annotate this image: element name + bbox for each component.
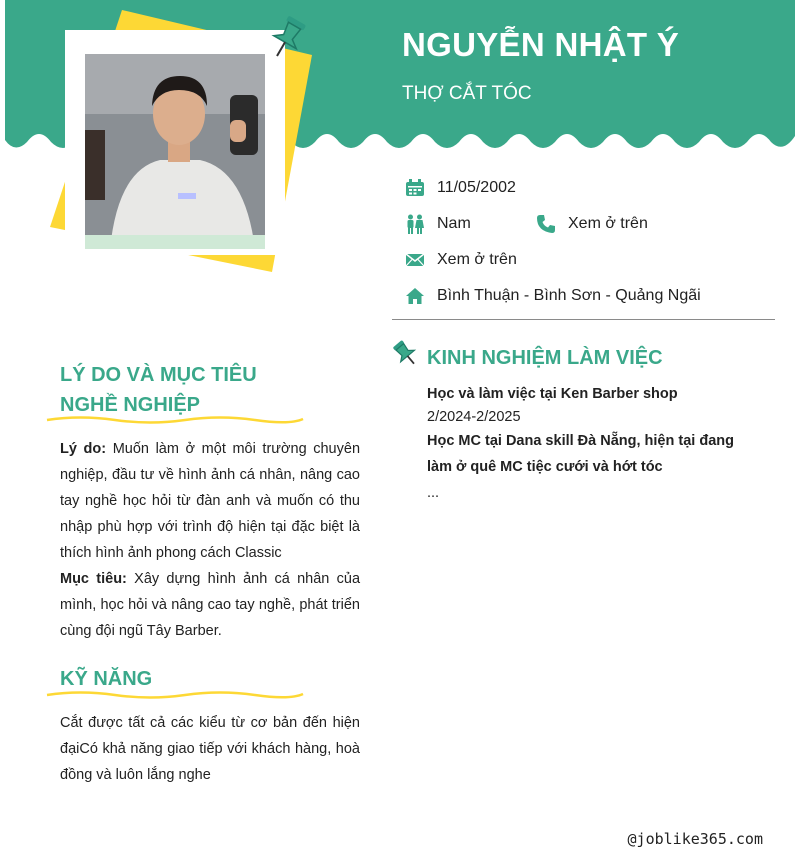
contact-divider [392,319,775,320]
email-icon [405,250,425,270]
experience-title: KINH NGHIỆM LÀM VIỆC [427,347,663,369]
reason-text: Muốn làm ở một môi trường chuyên nghiệp, đầu tư về hình ảnh cá nhân, nâng cao tay nghề học hỏi từ đàn anh và muốn có thu nhập phù hợp với trình độ hiện tại đặc biệt là thích hình ảnh phong cách Classic [60,441,361,561]
birthday-row [405,177,516,199]
experience-company: Học và làm việc tại Ken Barber shop [427,386,678,402]
profile-photo [85,54,265,249]
experience-more: ... [427,485,440,501]
objective-reason [60,436,360,566]
candidate-name: NGUYỄN NHẬT Ý [402,26,680,63]
reason-label: Lý do: [60,441,107,457]
address-row [405,285,701,307]
pushpin-icon [391,339,419,369]
calendar-icon [405,178,425,198]
gender-value: Nam [437,215,471,232]
phone-value: Xem ở trên [568,215,648,232]
gender-row [405,213,471,235]
site-watermark: @joblike365.com [627,830,763,848]
goal-text: Xây dựng hình ảnh cá nhân của mình, học hỏi và nâng cao tay nghề, phát triển cùng đội ngũ Tây Barber. [60,571,361,639]
objective-title-underline [45,414,305,426]
pushpin-icon [268,15,308,63]
skills-title-underline [45,689,305,701]
address-value: Bình Thuận - Bình Sơn - Quảng Ngãi [437,287,701,304]
goal-label: Mục tiêu: [60,571,127,587]
email-value: Xem ở trên [437,251,517,268]
skills-title: KỸ NĂNG [60,668,153,690]
birthday-value: 11/05/2002 [437,179,516,196]
home-icon [405,286,425,306]
skills-text: Cắt được tất cả các kiểu từ cơ bản đến hiện đạiCó khả năng giao tiếp với khách hàng, hoà đồng và luôn lắng nghe [60,715,360,783]
objective-title: LÝ DO VÀ MỤC TIÊU NGHỀ NGHIỆP [60,364,257,416]
phone-row [536,213,648,235]
email-row [405,249,517,271]
phone-icon [536,214,556,234]
experience-description: Học MC tại Dana skill Đà Nẵng, hiện tại đang làm ở quê MC tiệc cưới và hớt tóc [427,433,734,475]
job-title: THỢ CẮT TÓC [402,83,532,104]
experience-item [427,382,742,504]
gender-icon [405,214,425,234]
experience-period: 2/2024-2/2025 [427,409,521,425]
objective-goal [60,566,360,644]
